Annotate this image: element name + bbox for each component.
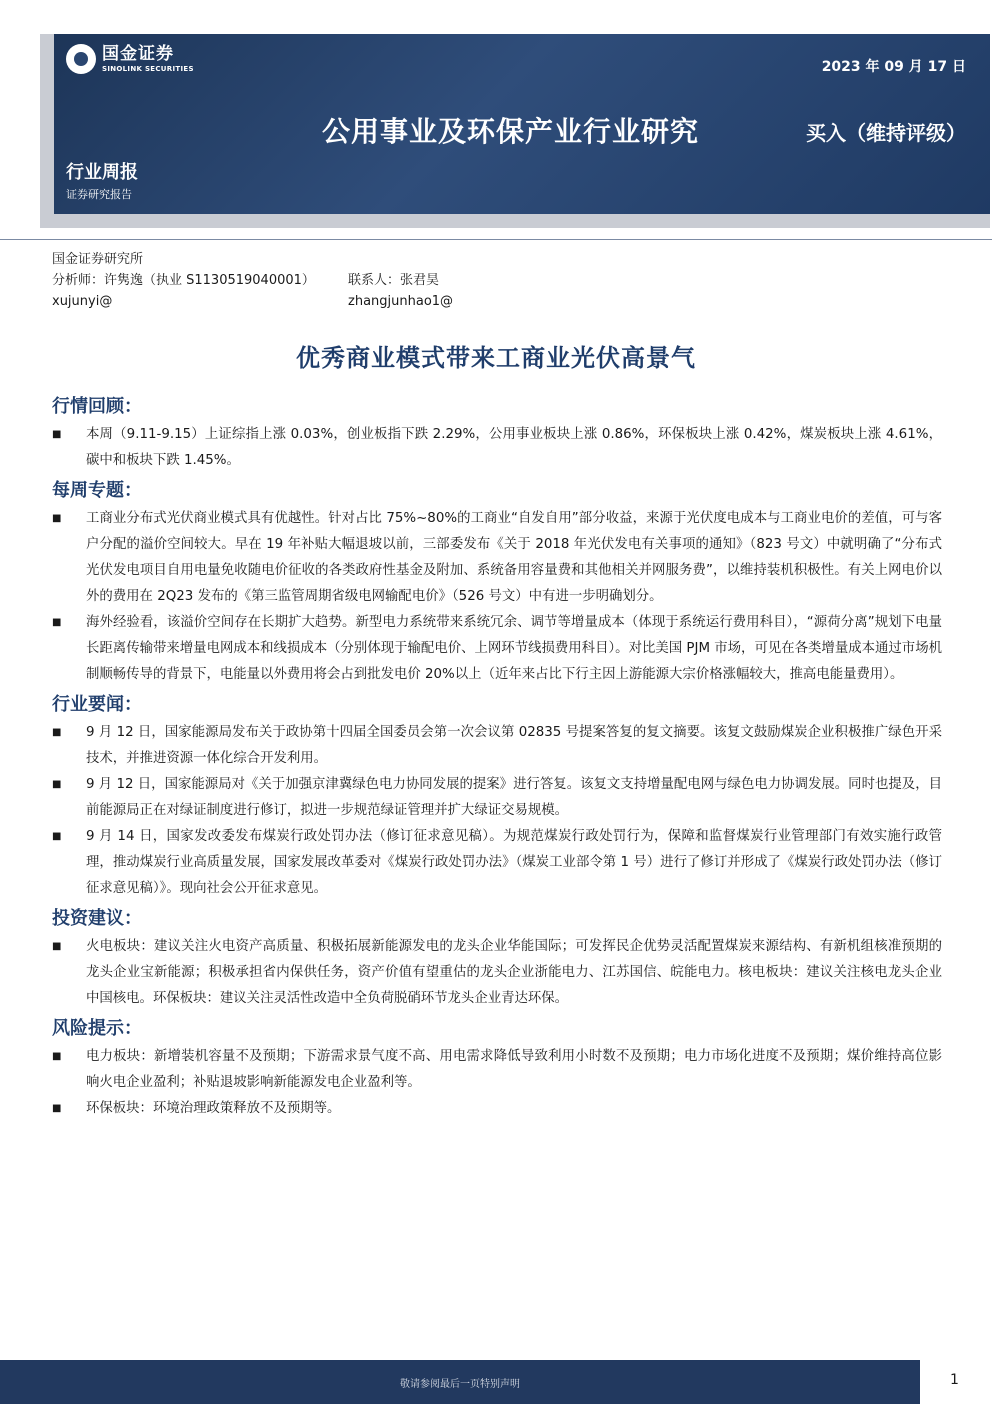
report-date: 2023 年 09 月 17 日 bbox=[821, 59, 966, 75]
report-type: 行业周报 bbox=[66, 162, 138, 183]
analyst-block bbox=[52, 249, 453, 312]
rating-label: 买入（维持评级） bbox=[806, 121, 966, 145]
report-content bbox=[52, 392, 942, 1122]
item-text: 环保板块：环境治理政策释放不及预期等。 bbox=[86, 1101, 341, 1116]
item-text: 9 月 12 日，国家能源局对《关于加强京津冀绿色电力协同发展的提案》进行答复。该复文支持增量配电网与绿色电力协调发展。同时也提及，目前能源局正在对绿证制度进行修订，拟进一步规范绿证管理并扩大绿证交易规模。 bbox=[86, 777, 942, 818]
document-title: 优秀商业模式带来工商业光伏高景气 bbox=[296, 344, 696, 372]
item-text: 工商业分布式光伏商业模式具有优越性。针对占比 75%~80%的工商业“自发自用”部分收益，来源于光伏度电成本与工商业电价的差值，可与客户分配的溢价空间较大。早在 19 年补贴大幅退坡以前，三部委发布《关于 2018 年光伏发电有关事项的通知》（823 号文）中就明确了“分布式光伏发电项目自用电量免收随电价征收的各类政府性基金及附加、系统备用容量费和其他相关并网服务费”，以维持装机积极性。有关上网电价以外的费用在 2Q23 发布的《第三监管周期省级电网输配电价》（526 号文）中有进一步明确划分。 bbox=[86, 511, 942, 604]
section-weekly-topic bbox=[52, 476, 942, 688]
institute-name: 国金证券研究所 bbox=[52, 252, 144, 267]
item-text: 9 月 12 日，国家能源局发布关于政协第十四届全国委员会第一次会议第 02835 号提案答复的复文摘要。该复文鼓励煤炭企业积极推广绿色开采技术，并推进资源一体化综合开发利用。 bbox=[86, 725, 942, 766]
square-bullet-icon: ■ bbox=[52, 429, 62, 440]
item-text: 海外经验看，该溢价空间存在长期扩大趋势。新型电力系统带来系统冗余、调节等增量成本（体现于系统运行费用科目），“源荷分离”规划下电量长距离传输带来增量电网成本和线损成本（分别体现于输配电价、上网环节线损费用科目）。对比美国 PJM 市场，可见在各类增量成本通过市场机制顺畅传导的背景下，电能量以外费用将会占到批发电价 20%以上（近年来占比下行主因上游能源大宗价格涨幅较大，推高电能量费用）。 bbox=[86, 615, 942, 682]
square-bullet-icon: ■ bbox=[52, 1051, 62, 1062]
report-subtitle: 证券研究报告 bbox=[66, 188, 132, 201]
square-bullet-icon: ■ bbox=[52, 779, 62, 790]
footer-bar bbox=[0, 1360, 920, 1404]
section-title: 行业要闻： bbox=[52, 694, 142, 715]
list-item bbox=[52, 1044, 942, 1096]
item-text: 火电板块：建议关注火电资产高质量、积极拓展新能源发电的龙头企业华能国际；可发挥民企优势灵活配置煤炭来源结构、有新机组核准预期的龙头企业宝新能源；积极承担省内保供任务，资产价值有望重估的龙头企业浙能电力、江苏国信、皖能电力。核电板块：建议关注核电龙头企业中国核电。环保板块：建议关注灵活性改造中全负荷脱硝环节龙头企业青达环保。 bbox=[86, 939, 942, 1006]
industry-title: 公用事业及环保产业行业研究 bbox=[322, 115, 700, 148]
item-text: 9 月 14 日，国家发改委发布煤炭行政处罚办法（修订征求意见稿）。为规范煤炭行政处罚行为，保障和监督煤炭行业管理部门有效实施行政管理，推动煤炭行业高质量发展，国家发展改革委对《煤炭行政处罚办法》（煤炭工业部令第 1 号）进行了修订并形成了《煤炭行政处罚办法（修订征求意见稿）》。现向社会公开征求意见。 bbox=[86, 829, 942, 896]
list-item bbox=[52, 772, 942, 824]
section-market-review bbox=[52, 392, 942, 474]
square-bullet-icon: ■ bbox=[52, 1103, 62, 1114]
logo-cn-text: 国金证券 bbox=[102, 43, 174, 64]
contact-line: 联系人：张君昊 bbox=[348, 273, 440, 288]
section-investment-advice bbox=[52, 904, 942, 1012]
square-bullet-icon: ■ bbox=[52, 727, 62, 738]
list-item bbox=[52, 422, 942, 474]
header-divider bbox=[0, 239, 992, 240]
analyst-line: 分析师：许隽逸（执业 S1130519040001） bbox=[52, 273, 315, 288]
section-title: 每周专题： bbox=[52, 480, 142, 501]
section-title: 投资建议： bbox=[52, 908, 142, 929]
header-banner bbox=[54, 34, 990, 214]
list-item bbox=[52, 824, 942, 902]
company-logo bbox=[66, 44, 194, 74]
list-item bbox=[52, 1096, 942, 1122]
list-item bbox=[52, 610, 942, 688]
section-title: 风险提示： bbox=[52, 1018, 142, 1039]
square-bullet-icon: ■ bbox=[52, 831, 62, 842]
contact-email[interactable]: zhangjunhao1@ bbox=[348, 294, 454, 309]
square-bullet-icon: ■ bbox=[52, 513, 62, 524]
item-text: 本周（9.11-9.15）上证综指上涨 0.03%，创业板指下跌 2.29%，公用事业板块上涨 0.86%，环保板块上涨 0.42%，煤炭板块上涨 4.61%，碳中和板块下跌 1.45%。 bbox=[86, 427, 942, 468]
item-text: 电力板块：新增装机容量不及预期；下游需求景气度不高、用电需求降低导致利用小时数不及预期；电力市场化进度不及预期；煤价维持高位影响火电企业盈利；补贴退坡影响新能源发电企业盈利等。 bbox=[86, 1049, 942, 1090]
section-risk-warning bbox=[52, 1014, 942, 1122]
square-bullet-icon: ■ bbox=[52, 617, 62, 628]
analyst-email[interactable]: xujunyi@ bbox=[52, 294, 113, 309]
section-title: 行情回顾： bbox=[52, 396, 142, 417]
list-item bbox=[52, 934, 942, 1012]
section-industry-news bbox=[52, 690, 942, 902]
square-bullet-icon: ■ bbox=[52, 941, 62, 952]
logo-en-text: SINOLINK SECURITIES bbox=[102, 64, 194, 73]
list-item bbox=[52, 720, 942, 772]
page-number: 1 bbox=[950, 1372, 959, 1388]
footer-notice: 敬请参阅最后一页特别声明 bbox=[400, 1378, 520, 1390]
logo-icon bbox=[66, 44, 96, 74]
list-item bbox=[52, 506, 942, 610]
